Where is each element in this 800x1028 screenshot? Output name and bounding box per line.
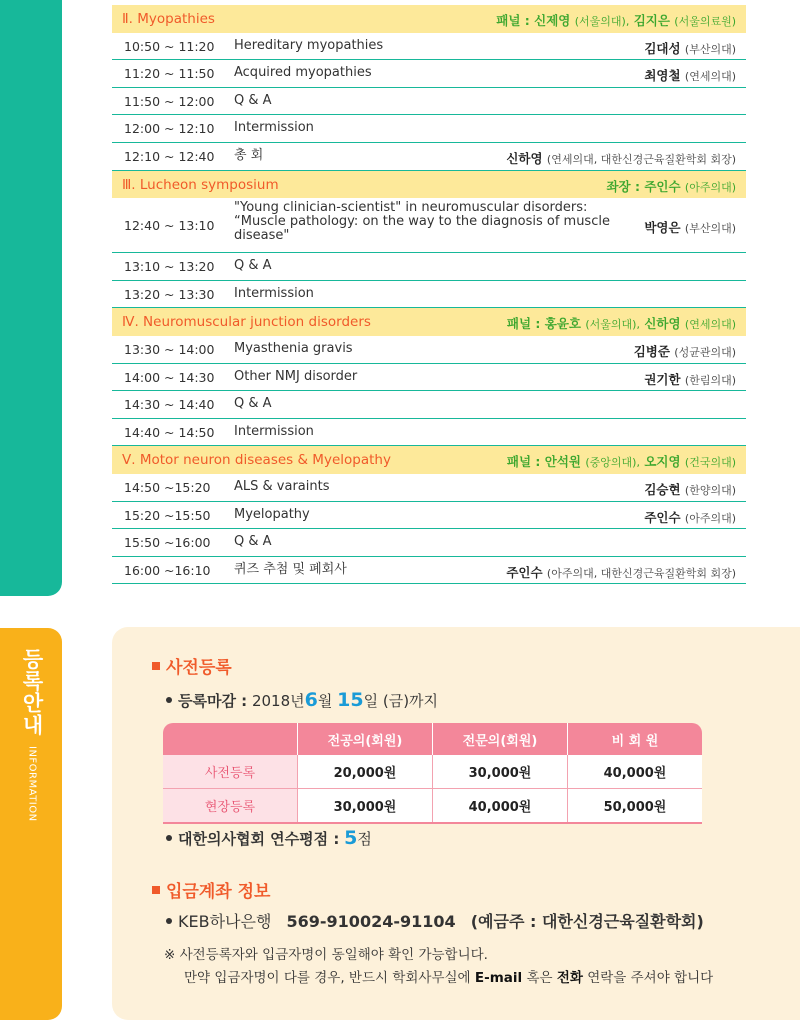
session-time: 13:20 ~ 13:30 bbox=[124, 286, 215, 302]
session-topic: ALS & varaints bbox=[234, 478, 330, 494]
session-time: 11:20 ~ 11:50 bbox=[124, 66, 215, 82]
bank-name: KEB하나은행 bbox=[178, 912, 272, 931]
session-speaker bbox=[644, 218, 736, 236]
fee-cell: 30,000원 bbox=[433, 755, 568, 789]
chair-affiliation: (서울의대), bbox=[574, 15, 630, 28]
speaker-name: 주인수 bbox=[506, 564, 543, 580]
deadline-line bbox=[166, 689, 438, 711]
schedule-row bbox=[112, 419, 746, 447]
fee-header-blank bbox=[163, 723, 298, 755]
session-topic: Acquired myopathies bbox=[234, 65, 372, 81]
schedule-row bbox=[112, 88, 746, 116]
schedule-row bbox=[112, 115, 746, 143]
session-speaker bbox=[644, 66, 736, 84]
fee-row-label: 사전등록 bbox=[163, 755, 298, 789]
session-topic: Intermission bbox=[234, 285, 314, 301]
session-time: 15:50 ~16:00 bbox=[124, 535, 211, 551]
speaker-name: 최영철 bbox=[644, 68, 681, 84]
fee-cell: 40,000원 bbox=[433, 789, 568, 824]
schedule-row bbox=[112, 60, 746, 88]
session-topic: Intermission bbox=[234, 120, 314, 136]
chair-name-2: 신하영 bbox=[644, 316, 681, 332]
fee-row-pre bbox=[163, 755, 702, 789]
speaker-affiliation: (아주의대, 대한신경근육질환학회 회장) bbox=[546, 566, 736, 580]
session-time: 13:30 ~ 14:00 bbox=[124, 341, 215, 357]
section-chair bbox=[507, 314, 736, 332]
session-time: 14:00 ~ 14:30 bbox=[124, 369, 215, 385]
chair-label: 패널 : 홍윤호 bbox=[506, 316, 581, 332]
speaker-affiliation: (한양의대) bbox=[684, 483, 736, 497]
section-chair bbox=[606, 177, 736, 195]
section-title: Ⅲ. Lucheon symposium bbox=[122, 176, 279, 193]
deadline-month-unit: 월 bbox=[317, 692, 333, 710]
fee-header-nonmember: 비 회 원 bbox=[568, 723, 703, 755]
speaker-name: 주인수 bbox=[644, 509, 681, 525]
note-email: E-mail bbox=[474, 970, 523, 986]
section-title: Ⅴ. Motor neuron diseases & Myelopathy bbox=[122, 452, 391, 469]
deadline-month: 6 bbox=[304, 689, 318, 711]
speaker-affiliation: (성균관의대) bbox=[674, 345, 736, 359]
speaker-affiliation: (한림의대) bbox=[684, 373, 736, 387]
fee-header-specialist: 전문의(회원) bbox=[433, 723, 568, 755]
speaker-name: 신하영 bbox=[506, 150, 543, 166]
section-header bbox=[112, 308, 746, 336]
session-speaker bbox=[506, 149, 736, 167]
deadline-day-unit: 일 (금)까지 bbox=[363, 692, 439, 710]
chair-name-2: 오지영 bbox=[644, 454, 681, 470]
session-topic: Intermission bbox=[234, 423, 314, 439]
credit-unit: 점 bbox=[357, 830, 372, 848]
session-topic: Q & A bbox=[234, 92, 272, 108]
chair-affiliation: (서울의대), bbox=[585, 318, 640, 332]
session-time: 12:10 ~ 12:40 bbox=[124, 148, 215, 164]
account-holder: (예금주 : 대한신경근육질환학회) bbox=[470, 912, 704, 931]
chair-affiliation-2: (연세의대) bbox=[684, 318, 736, 332]
note-phone: 전화 bbox=[556, 970, 583, 986]
session-time: 11:50 ~ 12:00 bbox=[124, 93, 215, 109]
square-bullet-icon bbox=[152, 662, 160, 670]
section-header bbox=[112, 171, 746, 199]
fee-header-resident: 전공의(회원) bbox=[298, 723, 433, 755]
section-title: Ⅳ. Neuromuscular junction disorders bbox=[122, 314, 371, 331]
side-label bbox=[18, 648, 46, 822]
fee-table bbox=[163, 723, 702, 824]
account-line bbox=[166, 909, 704, 932]
fee-cell: 50,000원 bbox=[568, 789, 703, 824]
speaker-name: 김대성 bbox=[644, 40, 681, 56]
credit-value: 5 bbox=[344, 827, 358, 849]
fee-row-onsite bbox=[163, 789, 702, 824]
schedule-row bbox=[112, 364, 746, 392]
session-time: 13:10 ~ 13:20 bbox=[124, 259, 215, 275]
bullet-dot-icon bbox=[166, 918, 172, 924]
speaker-name: 권기한 bbox=[644, 371, 681, 387]
schedule-table bbox=[112, 5, 746, 584]
chair-affiliation: (아주의대) bbox=[684, 180, 736, 194]
session-time: 14:40 ~ 14:50 bbox=[124, 424, 215, 440]
credit-label: 대한의사협회 연수평점 : bbox=[178, 830, 340, 848]
chair-label: 패널 : 안석원 bbox=[506, 454, 581, 470]
schedule-row bbox=[112, 336, 746, 364]
session-speaker bbox=[644, 370, 736, 388]
session-topic: "Young clinician-scientist" in neuromuscular disorders: “Muscle pathology: on the way to the diagnosis of muscle disease" bbox=[234, 200, 610, 244]
schedule-row bbox=[112, 253, 746, 281]
account-heading: 입금계좌 정보 bbox=[152, 877, 270, 902]
schedule-row bbox=[112, 198, 746, 253]
session-topic: Myasthenia gravis bbox=[234, 340, 353, 356]
bullet-dot-icon bbox=[166, 697, 172, 703]
section-title: Ⅱ. Myopathies bbox=[122, 11, 215, 27]
session-topic: Other NMJ disorder bbox=[234, 368, 358, 384]
bullet-dot-icon bbox=[166, 835, 172, 841]
speaker-affiliation: (연세의대) bbox=[684, 70, 736, 84]
session-speaker bbox=[506, 563, 736, 581]
fee-cell: 30,000원 bbox=[298, 789, 433, 824]
session-topic: 퀴즈 추첨 및 폐회사 bbox=[234, 561, 347, 577]
speaker-name: 김승현 bbox=[644, 481, 681, 497]
schedule-row bbox=[112, 502, 746, 530]
session-speaker bbox=[644, 39, 736, 57]
note-line-1: ※ 사전등록자와 입금자명이 동일해야 확인 가능합니다. bbox=[164, 947, 488, 963]
deadline-label: 등록마감 : bbox=[178, 692, 248, 710]
fee-header-row bbox=[163, 723, 702, 755]
note-text: 연락을 주셔야 합니다 bbox=[587, 970, 714, 986]
schedule-row bbox=[112, 474, 746, 502]
schedule-row bbox=[112, 529, 746, 557]
chair-affiliation: (중앙의대), bbox=[585, 456, 640, 470]
chair-affiliation-2: (서울의료원) bbox=[674, 15, 736, 28]
schedule-row bbox=[112, 557, 746, 585]
session-time: 15:20 ~15:50 bbox=[124, 507, 211, 523]
square-bullet-icon bbox=[152, 886, 160, 894]
session-topic: Q & A bbox=[234, 534, 272, 550]
speaker-affiliation: (부산의대) bbox=[684, 222, 736, 236]
fee-cell: 40,000원 bbox=[568, 755, 703, 789]
note-text: 만약 입금자명이 다를 경우, 반드시 학회사무실에 bbox=[184, 970, 471, 986]
session-time: 12:00 ~ 12:10 bbox=[124, 121, 215, 137]
schedule-row bbox=[112, 33, 746, 61]
deadline-year: 2018년 bbox=[251, 692, 305, 710]
session-time: 10:50 ~ 11:20 bbox=[124, 38, 215, 54]
session-time: 12:40 ~ 13:10 bbox=[124, 218, 215, 234]
side-tab-schedule bbox=[0, 0, 62, 596]
credit-line bbox=[166, 827, 372, 849]
schedule-row bbox=[112, 391, 746, 419]
section-header bbox=[112, 446, 746, 474]
note-text: 혹은 bbox=[526, 970, 553, 986]
session-time: 14:30 ~ 14:40 bbox=[124, 397, 215, 413]
session-topic: 총 회 bbox=[234, 147, 264, 163]
session-topic: Myelopathy bbox=[234, 506, 310, 522]
account-number: 569-910024-91104 bbox=[286, 912, 456, 931]
session-time: 16:00 ~16:10 bbox=[124, 562, 211, 578]
speaker-affiliation: (부산의대) bbox=[684, 42, 736, 56]
note-line-2 bbox=[184, 966, 713, 986]
schedule-row bbox=[112, 143, 746, 171]
pre-registration-heading: 사전등록 bbox=[152, 653, 232, 678]
speaker-affiliation: (아주의대) bbox=[684, 511, 736, 525]
speaker-affiliation: (연세의대, 대한신경근육질환학회 회장) bbox=[546, 152, 736, 166]
fee-cell: 20,000원 bbox=[298, 755, 433, 789]
section-chair bbox=[496, 11, 736, 29]
side-label-korean: 등록안내 bbox=[20, 648, 44, 736]
chair-affiliation-2: (건국의대) bbox=[684, 456, 736, 470]
session-topic: Q & A bbox=[234, 396, 272, 412]
deadline-day: 15 bbox=[337, 689, 364, 711]
speaker-name: 박영은 bbox=[644, 220, 681, 236]
section-header bbox=[112, 5, 746, 33]
registration-info-panel bbox=[112, 627, 800, 1020]
session-speaker bbox=[644, 480, 736, 498]
session-speaker bbox=[644, 508, 736, 526]
schedule-row bbox=[112, 281, 746, 309]
section-chair bbox=[507, 452, 736, 470]
session-time: 14:50 ~15:20 bbox=[124, 479, 211, 495]
session-speaker bbox=[634, 342, 736, 360]
fee-row-label: 현장등록 bbox=[163, 789, 298, 824]
chair-label: 좌장 : 주인수 bbox=[606, 178, 681, 194]
session-topic: Hereditary myopathies bbox=[234, 37, 384, 53]
chair-label: 패널 : 신제영 bbox=[496, 13, 571, 28]
chair-name-2: 김지은 bbox=[633, 13, 670, 28]
session-topic: Q & A bbox=[234, 258, 272, 274]
side-label-english: INFORMATION bbox=[26, 746, 38, 822]
speaker-name: 김병준 bbox=[633, 343, 670, 359]
